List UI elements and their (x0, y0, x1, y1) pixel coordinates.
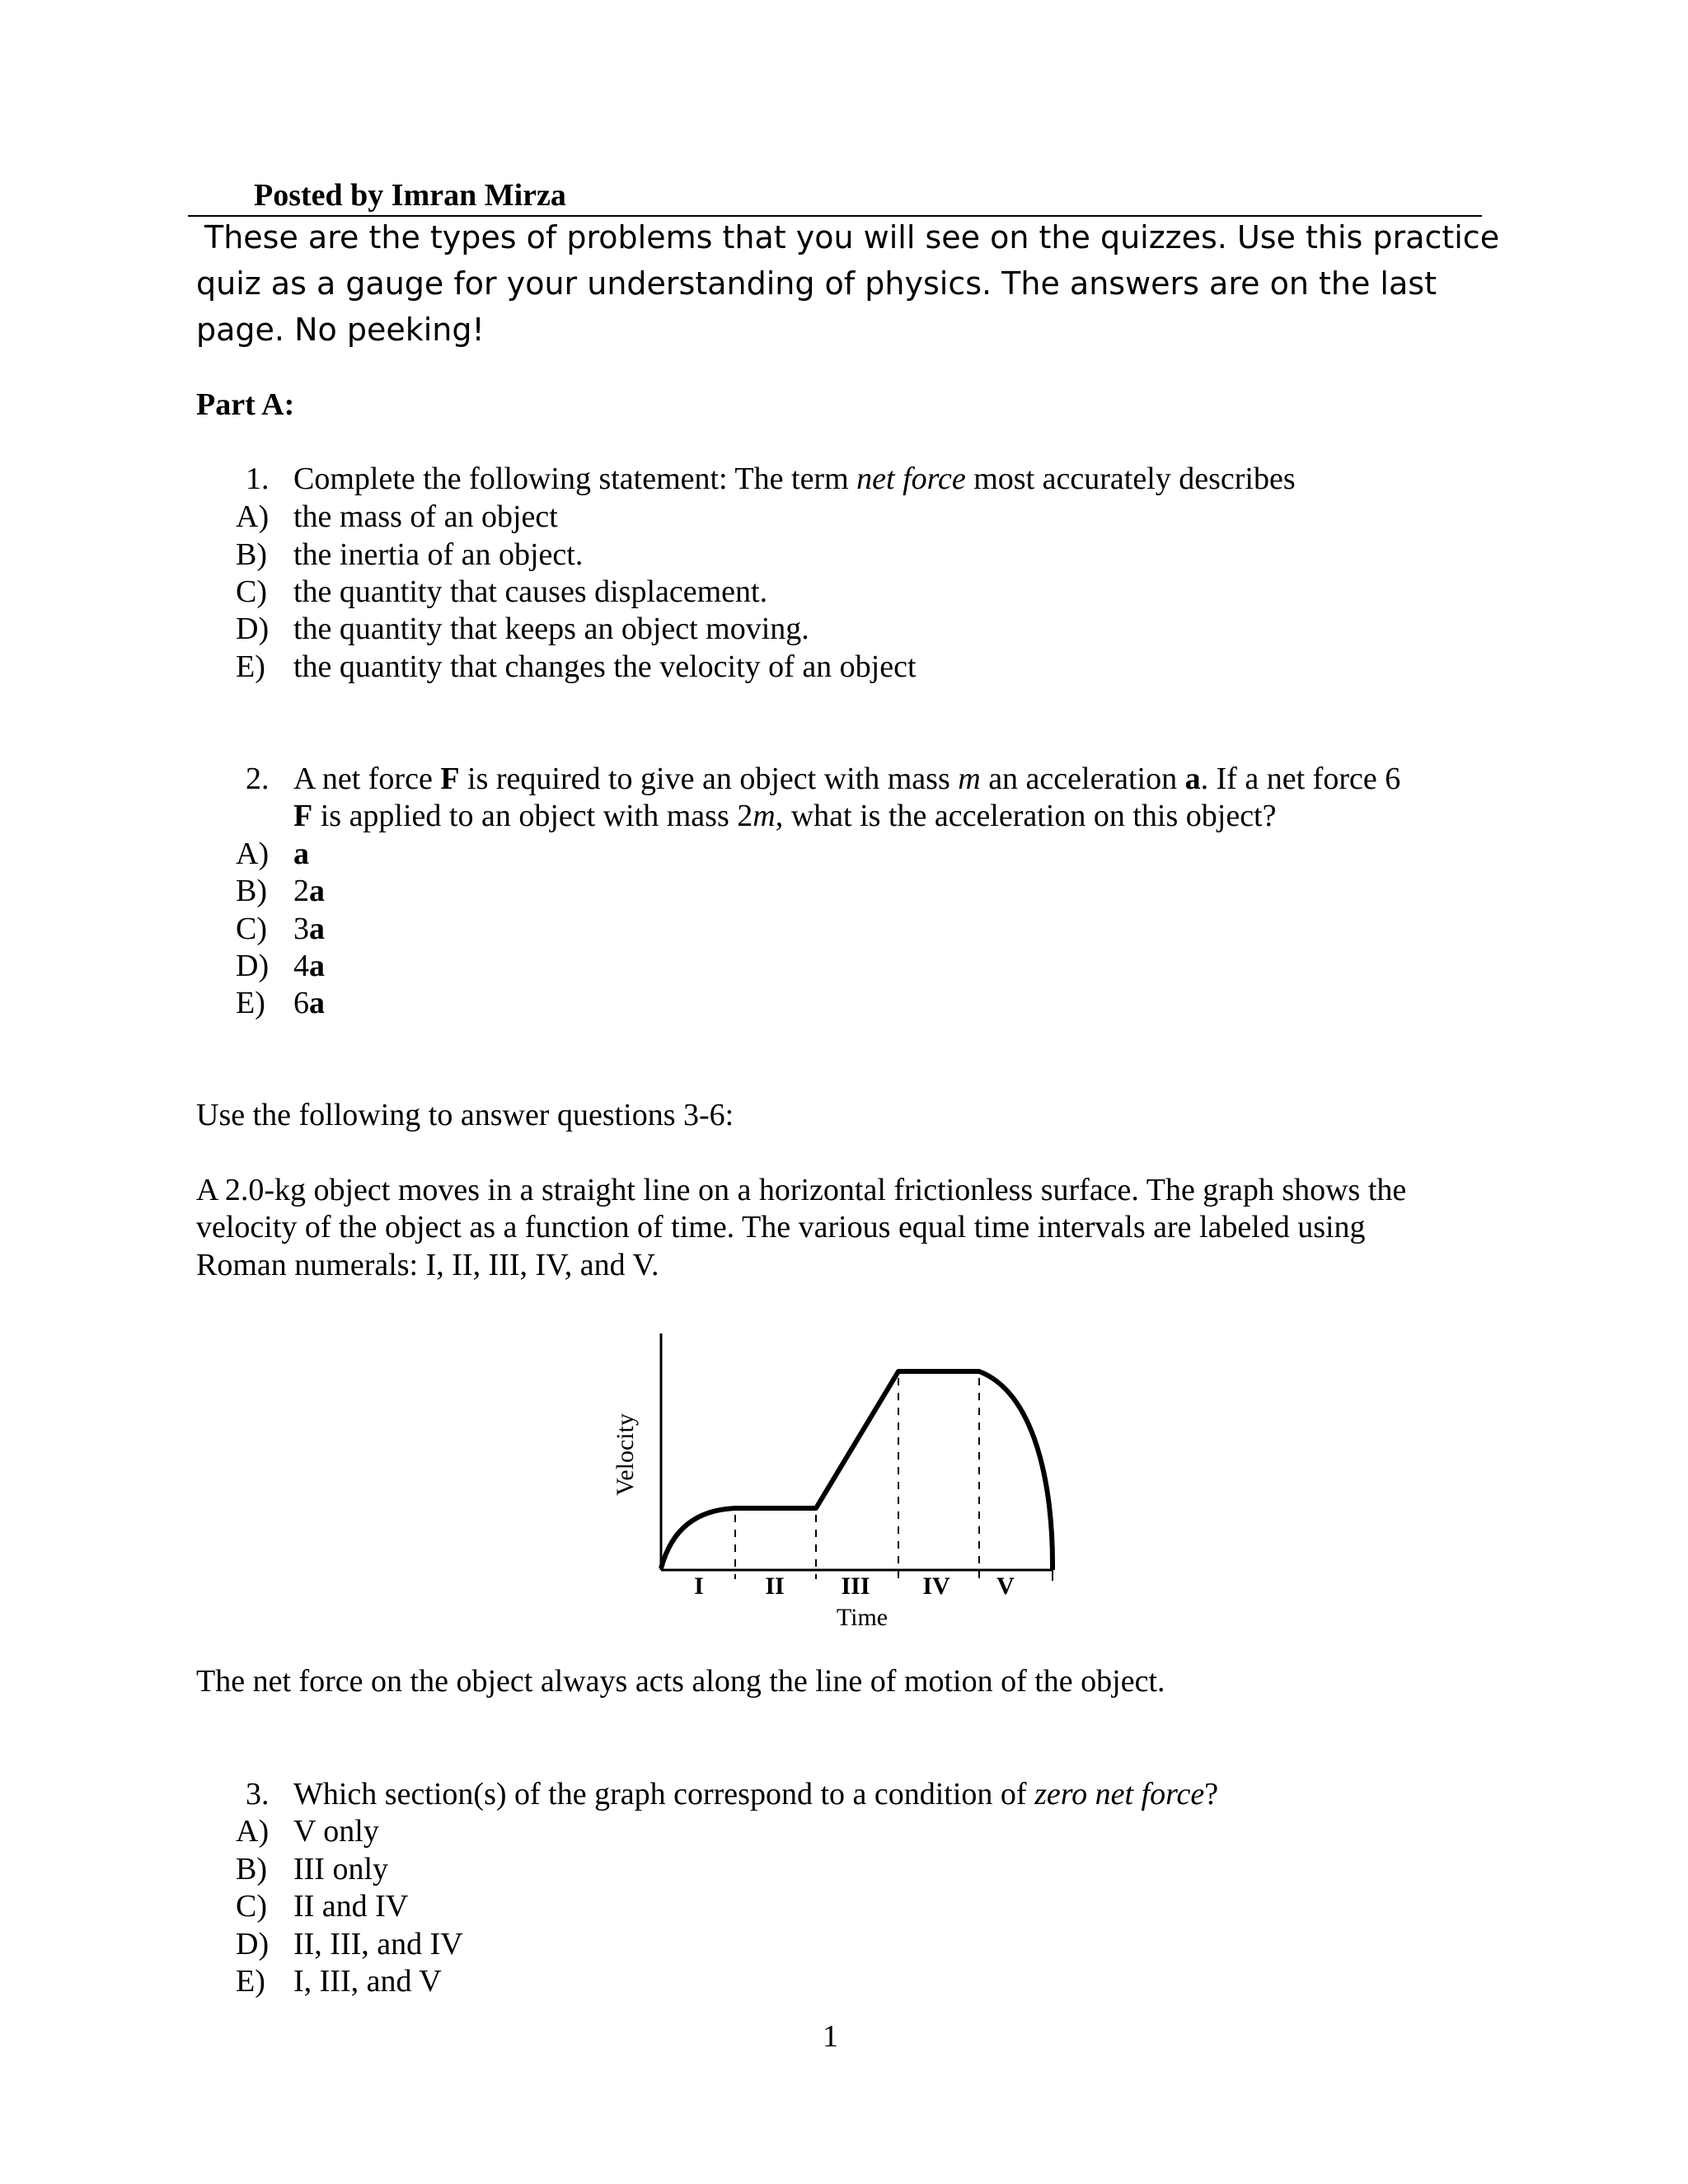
part-a-heading: Part A: (196, 387, 295, 422)
option-text: the mass of an object (293, 499, 558, 534)
x-axis-label: Time (836, 1604, 889, 1631)
option-letter: C) (236, 1889, 267, 1924)
option-text: II and IV (293, 1889, 409, 1924)
velocity-curve (661, 1371, 1053, 1570)
option-text: III only (293, 1852, 389, 1886)
option-letter: C) (236, 912, 267, 946)
option-text: V only (293, 1814, 379, 1849)
option-letter: B) (236, 537, 267, 572)
question-number: 1. (246, 462, 270, 496)
question-stem: Complete the following statement: The term net force most accurately describes (293, 462, 1296, 496)
y-axis-label: Velocity (612, 1413, 639, 1496)
option-letter: D) (236, 612, 270, 646)
option-text: the quantity that keeps an object moving. (293, 612, 809, 646)
option-letter: E) (236, 649, 265, 684)
stimulus-line-1: A 2.0-kg object moves in a straight line on a horizontal frictionless surface. The graph shows the (196, 1173, 1407, 1207)
option-letter: A) (236, 837, 270, 871)
graph-note: The net force on the object always acts along the line of motion of the object. (196, 1664, 1165, 1699)
option-letter: D) (236, 949, 270, 983)
option-text: a (293, 837, 309, 871)
interval-label: IV (922, 1572, 950, 1600)
option-letter: A) (236, 1814, 270, 1849)
option-letter: A) (236, 499, 270, 534)
question-number: 2. (246, 762, 270, 796)
question-stem: Which section(s) of the graph correspond to a condition of zero net force? (293, 1777, 1219, 1811)
option-text: 2a (293, 874, 325, 908)
option-letter: E) (236, 1964, 265, 1999)
stimulus-line-2: velocity of the object as a function of time. The various equal time intervals are labeled using (196, 1210, 1366, 1244)
option-letter: B) (236, 1852, 267, 1886)
option-text: the quantity that causes displacement. (293, 574, 768, 609)
interval-label: II (765, 1572, 785, 1600)
interval-label: I (694, 1572, 704, 1600)
question-stem-line-1: A net force F is required to give an object with mass m an acceleration a. If a net force 6 (293, 762, 1401, 796)
option-text: 6a (293, 986, 325, 1020)
intro-line-3: page. No peeking! (196, 312, 485, 348)
question-stem-line-2: F is applied to an object with mass 2m, what is the acceleration on this object? (293, 799, 1277, 833)
velocity-time-graph (577, 1319, 1088, 1648)
option-letter: B) (236, 874, 267, 908)
question-number: 3. (246, 1777, 270, 1811)
option-letter: C) (236, 574, 267, 609)
instruction-text: Use the following to answer questions 3-6: (196, 1098, 734, 1132)
option-letter: D) (236, 1927, 270, 1961)
option-text: 3a (293, 912, 325, 946)
option-text: the quantity that changes the velocity of an object (293, 649, 917, 684)
option-text: 4a (293, 949, 325, 983)
option-text: I, III, and V (293, 1964, 442, 1999)
intro-line-2: quiz as a gauge for your understanding of physics. The answers are on the last (196, 265, 1437, 302)
interval-label: III (841, 1572, 870, 1600)
option-letter: E) (236, 986, 265, 1020)
option-text: the inertia of an object. (293, 537, 584, 572)
author-line: Posted by Imran Mirza (254, 178, 566, 213)
stimulus-line-3: Roman numerals: I, II, III, IV, and V. (196, 1248, 659, 1282)
intro-line-1: These are the types of problems that you will see on the quizzes. Use this practice (204, 219, 1500, 255)
page-number: 1 (823, 2019, 838, 2054)
interval-label: V (996, 1572, 1015, 1600)
option-text: II, III, and IV (293, 1927, 463, 1961)
